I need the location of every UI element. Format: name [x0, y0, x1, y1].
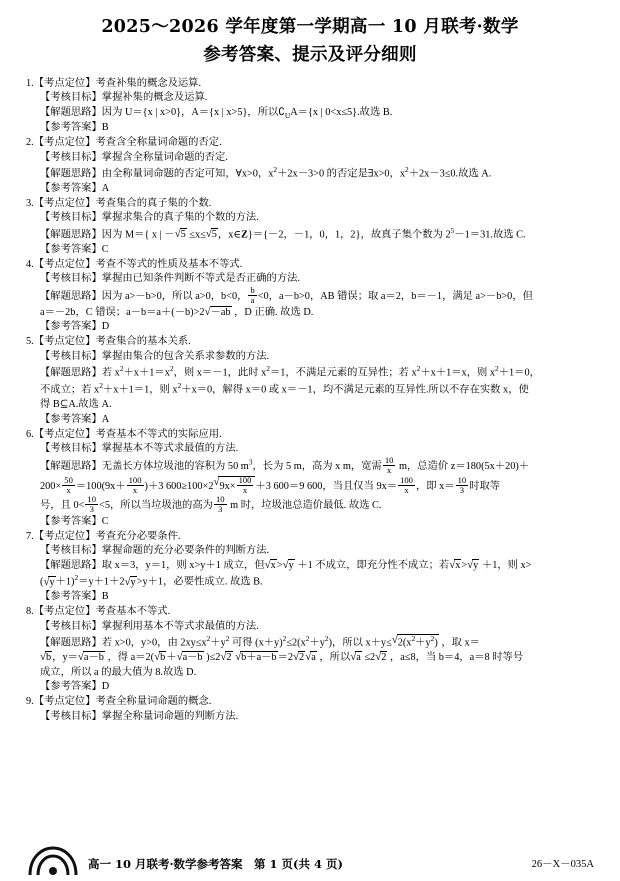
publisher-logo-icon: [26, 845, 80, 879]
answers-content: [26, 77, 594, 725]
q6-kaodian: 6.【考点定位】考查基本不等式的实际应用.: [26, 428, 222, 440]
question-block-9: [26, 695, 594, 724]
q5-kaohe: 【考核目标】掌握由集合的包含关系求参数的方法.: [40, 350, 270, 362]
q5-daan: 【参考答案】A: [40, 413, 110, 425]
title-line-2: 参考答案、提示及评分细则: [203, 45, 417, 66]
question-block-2: [26, 136, 594, 197]
q9-kaohe: 【考核目标】掌握全称量词命题的判断方法.: [40, 710, 239, 722]
question-block-7: [26, 530, 594, 605]
q8-kaohe: 【考核目标】掌握利用基本不等式求最值的方法.: [40, 620, 259, 632]
q7-jiexi-1: 【解题思路】取 x＝3，y＝1，则 x>y＋1 成立，但 √ x> √ y ＋1 不成立，即充分性不成立；若 √ x> √ y ＋1，则 x>: [26, 559, 594, 574]
title-line-1: 2025～2026 学年度第一学期高一 10 月联考·数学: [101, 17, 519, 37]
question-block-8: [26, 605, 594, 695]
q3-kaohe: 【考核目标】掌握求集合的真子集的个数的方法.: [40, 212, 259, 224]
q5-kaodian: 5.【考点定位】考查集合的基本关系.: [26, 336, 191, 348]
q2-kaohe: 【考核目标】掌握含全称量词命题的否定.: [40, 151, 228, 163]
q2-daan: 【参考答案】A: [40, 183, 110, 195]
q2-kaodian: 2.【考点定位】考查含全称量词命题的否定.: [26, 136, 222, 148]
q8-jiexi-1: 【解题思路】若 x>0，y>0，由 $2xy\le x^2+y^2$ 可得 $(x+y)^2\le 2(x^2+y^2)$，所以 x＋y≤ √ $2(x^2+y^2)$ ，取 x＝: [26, 634, 594, 651]
page-title: [26, 14, 594, 69]
q8-jiexi-2: √ b，y＝ √ a－b ，得 a＝2( √ b＋ √ a－b )≤2 √ 2 √ b＋a－b＝2 √ 2 √ a ，所以 √ a ≤2 √ 2 ，a≤8，当 b＝4，a＝8 时等号: [26, 651, 594, 666]
question-block-1: [26, 77, 594, 136]
q3-kaodian: 3.【考点定位】考查集合的真子集的个数.: [26, 197, 212, 209]
q8-jiexi-3: 成立，所以 a 的最大值为 8.故选 D.: [40, 666, 197, 678]
q3-jiexi: 【解题思路】因为 M＝{ x | － √ 5 ≤x≤ √ 5，x∈Z}＝{－2，－1，0，1，2}，故真子集个数为 $2^5-1=31$.故选 C.: [26, 226, 594, 243]
q4-daan: 【参考答案】D: [40, 321, 110, 333]
q2-jiexi: 【解题思路】由全称量词命题的否定可知，∀x>0，$x^2+2x-3>0$ 的否定是∃x>0，$x^2+2x-3\le 0$.故选 A.: [40, 165, 492, 180]
q7-kaodian: 7.【考点定位】考查充分必要条件.: [26, 530, 181, 542]
footer-page-label: 高一 10 月联考·数学参考答案 第 1 页(共 4 页): [88, 857, 343, 871]
footer-doc-code: 26－X－035A: [531, 859, 594, 870]
q4-jiexi-1: 【解题思路】因为 a>－b>0，所以 a>0，b<0， $\frac{b}{a}$ <0，a－b>0，AB 错误；取 a＝2，b＝－1，满足 a>－b>0，但: [40, 285, 533, 306]
q4-kaodian: 4.【考点定位】考查不等式的性质及基本不等式.: [26, 258, 243, 270]
q5-jiexi-3: 得 B⊆A.故选 A.: [40, 399, 112, 411]
page-footer: [0, 841, 620, 881]
q7-kaohe: 【考核目标】掌握命题的充分必要条件的判断方法.: [40, 545, 270, 557]
q6-jiexi-1: 【解题思路】无盖长方体垃圾池的容积为 50 $m^3$，长为 5 m，高为 x m，宽需 $\frac{10}{x}$ m，总造价 z＝180(5x＋20)＋: [40, 455, 530, 476]
question-block-6: [26, 428, 594, 530]
q5-jiexi-2: 不成立；若 $x^2+x+1=1$，则 $x^2+x=0$，解得 x＝0 或 x＝－1，均不满足元素的互异性.所以不存在实数 x，使: [40, 381, 529, 396]
q4-jiexi-2: a＝－2b，C 错误；a－b＝a＋(－b)>2 √ －ab ，D 正确. 故选 D.: [26, 306, 594, 321]
q8-kaodian: 8.【考点定位】考查基本不等式.: [26, 605, 171, 617]
q8-daan: 【参考答案】D: [40, 681, 110, 693]
q6-jiexi-3: 号，且 0< $\frac{10}{3}$ <5，所以当垃圾池的高为 $\frac{10}{3}$ m 时，垃圾池总造价最低. 故选 C.: [40, 494, 382, 515]
q1-daan: 【参考答案】B: [40, 122, 109, 134]
q1-kaodian: 1.【考点定位】考查补集的概念及运算.: [26, 77, 202, 89]
q1-jiexi: 【解题思路】因为 U＝{x | x>0}，A＝{x | x>5}，所以$∁_UA=\{x$ | 0<x≤5}.故选 B.: [40, 106, 393, 120]
q9-kaodian: 9.【考点定位】考查全称量词命题的概念.: [26, 696, 212, 708]
q6-kaohe: 【考核目标】掌握基本不等式求最值的方法.: [40, 443, 239, 455]
q3-daan: 【参考答案】C: [40, 244, 109, 256]
question-block-3: [26, 197, 594, 258]
q6-jiexi-2: 200× $\frac{50}{x}$ ＝100(9x＋ $\frac{100}{x}$ )＋3 600≥100×2 √ 9x× $\frac{100}{x}$ ＋3 600＝9 600，当且仅当 9x＝ $\frac{100}{x}$ ，即 x＝ $\frac{10}{3}$ 时取等: [26, 476, 594, 496]
q7-daan: 【参考答案】B: [40, 591, 109, 603]
q7-jiexi-2: ( √ y＋1)$^2$＝y＋1＋2 √ y>y＋1，必要性成立. 故选 B.: [26, 573, 594, 590]
q6-daan: 【参考答案】C: [40, 515, 109, 527]
q1-kaohe: 【考核目标】掌握补集的概念及运算.: [40, 92, 208, 104]
question-block-5: [26, 335, 594, 428]
q5-jiexi-1: 【解题思路】若 $x^2+x+1=x^2$，则 x＝－1，此时 $x^2=1$，不满足元素的互异性；若 $x^2+x+1=x$，则 $x^2+1=0$，: [40, 364, 540, 379]
question-block-4: [26, 258, 594, 335]
q4-kaohe: 【考核目标】掌握由已知条件判断不等式是否正确的方法.: [40, 273, 300, 285]
